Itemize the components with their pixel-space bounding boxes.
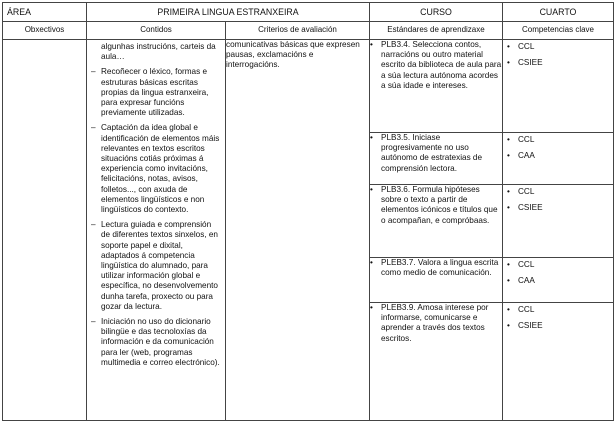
competence-tag: CCL — [518, 42, 535, 51]
bullet-icon: • — [507, 42, 510, 51]
content-item: algunhas instrucións, carteis da aula… — [101, 42, 216, 62]
standard-text: PLB3.4. Selecciona contos, narracións ou outro material escrito da biblioteca de aula para a súa lectura autónoma acordes a súa idade e intereses. — [381, 40, 502, 90]
competence-tag: CCL — [518, 187, 535, 196]
column-header-row — [3, 22, 614, 40]
bullet-icon: • — [507, 58, 510, 68]
content-item: – Iniciación no uso do dicionario bilingüe e das tecnoloxías da información e da comunicación para ler (web, programas multimedia e correo electrónico). — [91, 317, 220, 367]
curriculum-table — [2, 2, 614, 421]
col-contents: Contidos — [87, 22, 226, 40]
content-item: – Recoñecer o léxico, formas e estruturas básicas escritas propias da lingua estranxeira, para expresar funcións previamente utilizadas. — [91, 67, 209, 118]
area-label: ÁREA — [3, 3, 87, 22]
competence-tag: CSIEE — [518, 203, 543, 213]
bullet-icon: • — [507, 260, 510, 269]
bullet-icon: • — [507, 203, 510, 213]
competence-cell — [503, 133, 614, 185]
competence-tag: CSIEE — [518, 58, 543, 68]
bullet-icon: • — [507, 276, 510, 286]
dash-icon: – — [91, 67, 96, 77]
content-item: – Lectura guiada e comprensión de diferentes textos sinxelos, en soporte papel e dixital, adaptados á competencia lingüística do alumnado, para utilizar información global e específica, no desenvolvemento dunha tarefa, proxecto ou para gozar da lectura. — [91, 220, 218, 311]
col-objectives: Obxectivos — [3, 22, 87, 40]
content-item: – Captación da idea global e identificación de elementos máis relevantes en textos escritos situacións cotiás próximas á experiencia como invitacións, felicitacións, notas, avisos, folletos..., con axuda de elementos lingüísticos e non lingüísticos do contexto. — [91, 123, 220, 215]
standard-text: PLEB3.7. Valora a lingua escrita como medio de comunicación. — [381, 258, 499, 278]
col-competences: Competencias clave — [503, 22, 614, 40]
competence-tag: CCL — [518, 305, 535, 314]
standard-text: PLB3.6. Formula hipóteses sobre o texto a partir de elementos icónicos e títulos que o acompañan, e compróbaas. — [381, 185, 498, 225]
standard-cell — [370, 258, 503, 303]
dash-icon: – — [91, 220, 96, 230]
header-row — [3, 3, 614, 22]
dash-icon: – — [91, 317, 96, 327]
competence-cell — [503, 258, 614, 303]
course-label: CURSO — [370, 3, 503, 22]
col-criteria: Criterios de avaliación — [226, 22, 370, 40]
bullet-icon: • — [370, 185, 373, 194]
contents-cell — [87, 40, 226, 421]
competence-tag: CAA — [518, 151, 535, 161]
bullet-icon: • — [507, 187, 510, 196]
competence-cell — [503, 40, 614, 133]
area-value: PRIMEIRA LINGUA ESTRANXEIRA — [87, 3, 370, 22]
col-standards: Estándares de aprendizaxe — [370, 22, 503, 40]
standard-text: PLB3.5. Iniciase progresivamente no uso autónomo de estratexias de comprensión lectora. — [381, 133, 483, 173]
bullet-icon: • — [507, 305, 510, 314]
bullet-icon: • — [370, 303, 373, 312]
competence-tag: CCL — [518, 135, 535, 144]
objectives-cell — [3, 40, 87, 421]
bullet-icon: • — [507, 151, 510, 161]
standard-cell — [370, 133, 503, 185]
bullet-icon: • — [370, 40, 373, 49]
competence-tag: CCL — [518, 260, 535, 269]
competence-tag: CAA — [518, 276, 535, 286]
bullet-icon: • — [507, 135, 510, 144]
competence-cell — [503, 303, 614, 421]
standard-cell — [370, 303, 503, 421]
standard-text: PLEB3.9. Amosa interese por informarse, comunicarse e aprender a través dos textos escritos. — [381, 303, 489, 343]
standard-cell — [370, 40, 503, 133]
competence-tag: CSIEE — [518, 321, 543, 331]
dash-icon: – — [91, 123, 96, 133]
bullet-icon: • — [370, 133, 373, 142]
competence-cell — [503, 185, 614, 258]
bullet-icon: • — [507, 321, 510, 331]
table-row — [3, 40, 614, 133]
bullet-icon: • — [370, 258, 373, 267]
standard-cell — [370, 185, 503, 258]
course-value: CUARTO — [503, 3, 614, 22]
criteria-cell: comunicativas básicas que expresen pausas, exclamacións e interrogacións. — [226, 40, 370, 421]
